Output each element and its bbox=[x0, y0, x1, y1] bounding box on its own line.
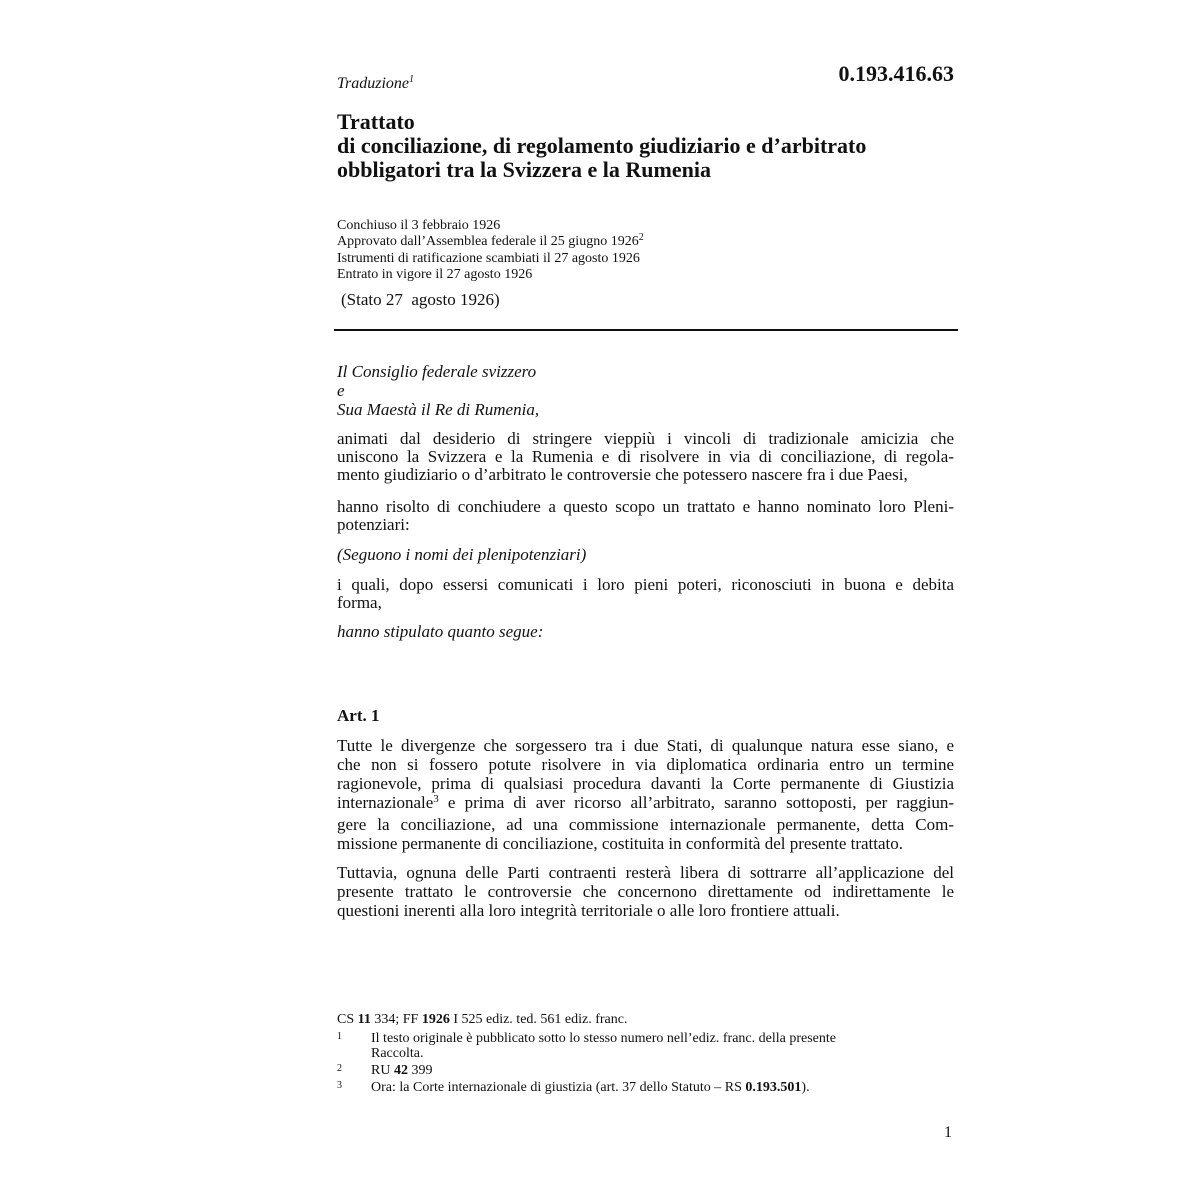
preamble-paragraph-1 bbox=[337, 430, 954, 484]
status-date: (Stato 27 agosto 1926) bbox=[341, 290, 500, 309]
title-line-3: obbligatori tra la Svizzera e la Rumenia bbox=[337, 157, 711, 182]
footnote-1 bbox=[337, 1031, 937, 1063]
text-line: ragionevole, prima di qualsiasi procedura davanti la Corte permanente di Giustizia bbox=[337, 774, 954, 793]
footnote-2 bbox=[337, 1063, 937, 1079]
preamble-paragraph-3 bbox=[337, 576, 954, 612]
text-line: internazionale$^3$ e prima di aver ricorso all’arbitrato, saranno sottoposti, per raggiun- bbox=[337, 793, 954, 812]
preamble-parties bbox=[337, 362, 954, 419]
text-line: mento giudiziario o d’arbitrato le controversie che potessero nascere fra i due Paesi, bbox=[337, 465, 908, 484]
title-line-2: di conciliazione, di regolamento giudiziario e d’arbitrato bbox=[337, 133, 867, 158]
footnote-text: Il testo originale è pubblicato sotto lo stesso numero nell’ediz. franc. della presente Raccolta. bbox=[371, 1031, 836, 1061]
source-reference: CS 11 334; FF 1926 I 525 ediz. ted. 561 ediz. franc. bbox=[337, 1012, 628, 1027]
footnote-number: 3 bbox=[337, 1080, 342, 1091]
page-number: 1 bbox=[944, 1124, 952, 1141]
text-line: i quali, dopo essersi comunicati i loro pieni poteri, riconosciuti in buona e debita bbox=[337, 575, 954, 594]
header-divider bbox=[334, 329, 958, 331]
article-1-heading: Art. 1 bbox=[337, 706, 380, 725]
translation-label: Traduzione$^1$ bbox=[337, 74, 415, 92]
footnote-text: RU 42 399 bbox=[371, 1063, 433, 1078]
text-line: hanno risolto di conchiudere a questo scopo un trattato e hanno nominato loro Pleni- bbox=[337, 497, 954, 516]
plenipotentiaries-note: (Seguono i nomi dei plenipotenziari) bbox=[337, 545, 587, 564]
party-romania: Sua Maestà il Re di Rumenia, bbox=[337, 400, 540, 419]
text-line: forma, bbox=[337, 593, 382, 612]
footnote-ref-3[interactable]: 3 bbox=[433, 793, 439, 805]
text-line: che non si fossero potute risolvere in via diplomatica ordinaria entro un termine bbox=[337, 755, 954, 774]
article-1-paragraph-1 bbox=[337, 736, 954, 853]
text-line: missione permanente di conciliazione, costituita in conformità del presente trattato. bbox=[337, 834, 904, 853]
sr-number: 0.193.416.63 bbox=[838, 61, 954, 86]
text-line: questioni inerenti alla loro integrità territoriale o alle loro frontiere attuali. bbox=[337, 901, 840, 920]
in-force-date: Entrato in vigore il 27 agosto 1926 bbox=[337, 267, 533, 282]
concluded-date: Conchiuso il 3 febbraio 1926 bbox=[337, 218, 501, 233]
text-line: potenziari: bbox=[337, 515, 410, 534]
article-1-paragraph-2 bbox=[337, 863, 954, 920]
text-line: gere la conciliazione, ad una commissione internazionale permanente, detta Com- bbox=[337, 815, 954, 834]
footnote-number: 2 bbox=[337, 1063, 342, 1074]
treaty-metadata bbox=[337, 218, 644, 283]
text-line: animati dal desiderio di stringere vieppiù i vincoli di tradizionale amicizia che bbox=[337, 429, 954, 448]
party-switzerland: Il Consiglio federale svizzero bbox=[337, 362, 537, 381]
footnote-text: Ora: la Corte internazionale di giustizia (art. 37 dello Statuto – RS 0.193.501). bbox=[371, 1080, 810, 1095]
agreement-clause: hanno stipulato quanto segue: bbox=[337, 622, 544, 641]
document-title bbox=[337, 110, 977, 182]
conjunction: e bbox=[337, 381, 345, 400]
text-line: presente trattato le controversie che concernono direttamente od indirettamente le bbox=[337, 882, 954, 901]
text-line: Tuttavia, ognuna delle Parti contraenti resterà libera di sottrarre all’applicazione del bbox=[337, 863, 954, 882]
footnote-3 bbox=[337, 1080, 937, 1096]
preamble-paragraph-2 bbox=[337, 498, 954, 534]
footnote-ref-2[interactable]: 2 bbox=[638, 232, 644, 243]
ratification-date: Istrumenti di ratificazione scambiati il 27 agosto 1926 bbox=[337, 251, 640, 266]
title-line-1: Trattato bbox=[337, 109, 415, 134]
text-line: uniscono la Svizzera e la Rumenia e di risolvere in via di conciliazione, di regola- bbox=[337, 447, 954, 466]
footnote-ref-1[interactable]: 1 bbox=[409, 74, 415, 85]
approved-date: Approvato dall’Assemblea federale il 25 giugno 1926$^2$ bbox=[337, 232, 644, 249]
footnote-number: 1 bbox=[337, 1031, 342, 1042]
text-line: Tutte le divergenze che sorgessero tra i due Stati, di qualunque natura esse siano, e bbox=[337, 736, 954, 755]
